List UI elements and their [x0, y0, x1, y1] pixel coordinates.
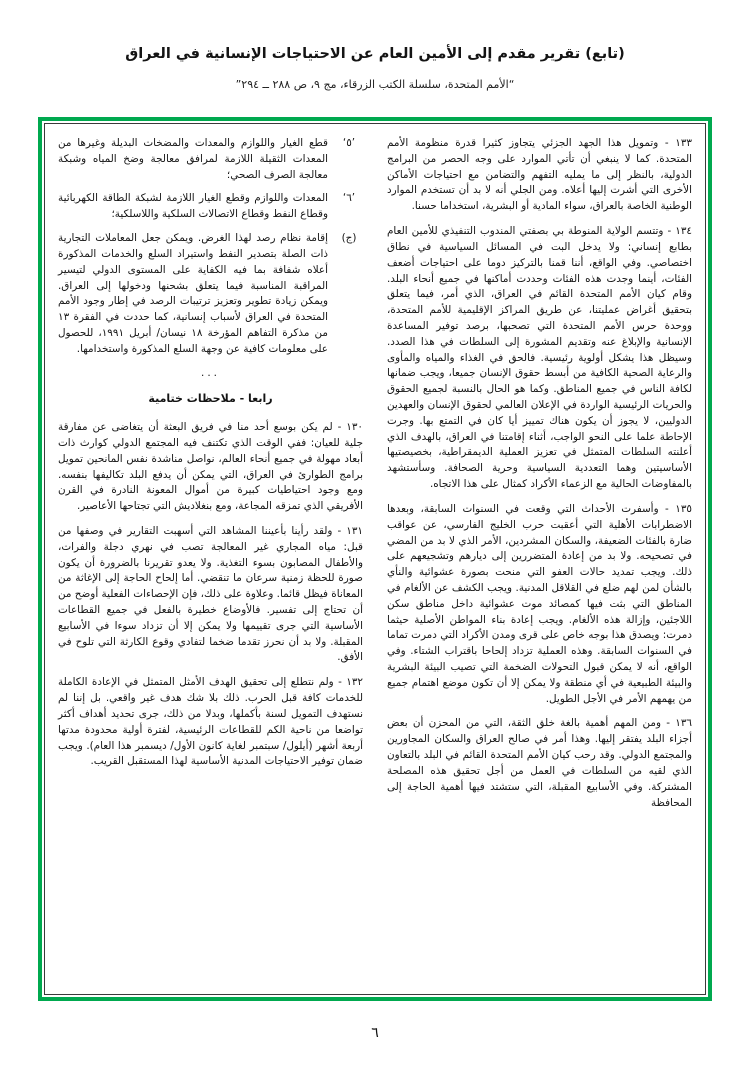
document-title: (تابع) تقرير مقدم إلى الأمين العام عن الاحتياجات الإنسانية في العراق: [125, 46, 625, 62]
list-item-jeem: [58, 231, 363, 358]
list-item-text: المعدات واللوازم وقطع الغيار اللازمة لشبكة الطاقة الكهربائية وقطاع النفط وقطاع الاتصالات السلكية واللاسلكية؛: [58, 192, 328, 221]
left-column: [58, 136, 363, 982]
paragraph-135: [387, 502, 692, 708]
paragraph-text: ولم نتطلع إلى تحقيق الهدف الأمثل المتمثل في الإعادة الكاملة للخدمات كافة قبل الحرب. ذلك بلا شك هدف غير واقعي. بل إننا لم نستهدف التمويل لسنة بأكملها، وبدلا من ذلك، جرى تحديد أهداف أكثر تواضعا من ناحية الكم للقطاعات الرئيسية، لفترة أولية محدودة مدتها أربعة أشهر (أيلول/ سبتمبر لغاية كانون الأول/ ديسمبر هذا العام). ويجب ضمان توفير الاحتياجات المدنية الأساسية لهذا المستقبل القريب.: [58, 676, 363, 768]
paragraph-number: ١٣٣ -: [664, 137, 692, 149]
list-item-text: قطع الغيار واللوازم والمعدات والمضخات البديلة وغيرها من المعدات الثقيلة اللازمة لمرافق معالجة وضخ المياه وشبكة معالجة الصرف الصحي؛: [58, 137, 328, 181]
section-heading-concluding-remarks: رابعا - ملاحظات ختامية: [148, 392, 273, 406]
list-item-5: [58, 136, 363, 183]
paragraph-text: لم يكن بوسع أحد منا في فريق البعثة أن يتغاضى عن مفارقة جلية للعيان: ففي الوقت الذي تكتنف فيه المجتمع الدولي كوارث ذات أبعاد مهولة في جميع أنحاء العالم، نواصل مناشدة نفس المانحين تمويل برامج الطوارئ في العراق، التي يمكن أن يدفع البلد تكاليفها بنفسه. ومع وجود احتياطيات كبيرة من أموال المعونة النادرة في القرن الأفريقي الذي تمزقه المجاعة، ومع بنغلاديش التي تجتاحها الأعاصير.: [58, 421, 363, 513]
paragraph-136: [387, 716, 692, 811]
paragraph-number: ١٣٦ -: [666, 717, 692, 730]
page-inner-frame: [44, 123, 706, 995]
paragraph-number: ١٣٥ -: [665, 502, 692, 515]
list-item-6: [58, 191, 363, 223]
paragraph-text: ولقد رأينا بأعيننا المشاهد التي أسهبت التقارير في وصفها من قبل: مياه المجاري غير المعالجة تصب في نهري دجلة والفرات، والأطفال المصابون بسوء التغذية. ولا يعدو تقريرنا بالضرورة أن يكون صورة للحظة زمنية سرعان ما تنقضي. أما إلحاح الحاجة إلى الإغاثة من المعاناة فيظل قائما. وعلاوة على ذلك، فإن الإحصاءات الفعلية أوضح من أن تحتاج إلى تفسير. فالأوضاع خطيرة بالفعل في جميع القطاعات الأساسية التي جرى تقييمها ولا يمكن إلا أن تزداد سوءا في الأسابيع المقبلة. ولا بد أن نحرز تقدما ضخما لتفادي وقوع الكارثة التي تلوح في الأفق.: [58, 524, 363, 664]
paragraph-number: ١٣٤ -: [667, 225, 692, 238]
list-marker: (ج): [341, 232, 357, 245]
omission-ellipsis: ...: [201, 366, 220, 379]
paragraph-number: ١٣٠ -: [337, 421, 363, 434]
list-marker: ’٦‘: [342, 192, 356, 205]
page-number: ٦: [371, 1025, 379, 1041]
paragraph-number: ١٣١ -: [337, 524, 363, 537]
paragraph-134: [387, 224, 692, 493]
two-column-text: [58, 136, 692, 982]
paragraph-text: وتمويل هذا الجهد الجزئي يتجاوز كثيرا قدرة منظومة الأمم المتحدة. كما لا ينبغي أن تأتي الموارد على وجه الحصر من البرامج الدولية، بالنظر إلى ما يمليه التفهم والتضامن مع احتياجات الأماكن الأخرى التي أشرت إليها أعلاه. ومن الجلي أنه لا بد أن تستخدم الموارد الوطنية الخاصة بالعراق، سواء المادية أو البشرية، استخداما حسنا.: [387, 137, 692, 213]
paragraph-130: [58, 420, 363, 515]
document-subtitle: “الأمم المتحدة، سلسلة الكتب الزرقاء، مج ٩، ص ٢٨٨ ــ ٢٩٤”: [235, 78, 515, 91]
paragraph-131: [58, 524, 363, 666]
paragraph-number: ١٣٢ -: [338, 676, 363, 689]
paragraph-text: وأسفرت الأحداث التي وقعت في السنوات السابقة، وبعدها الاضطرابات الأهلية التي أعقبت حرب الخليج الفارسي، عن عواقب ضارة بالفئات الضعيفة، والسكان المشردين، الأمر الذي لا بد من المضي في تصحيحه. ولا بد من إعادة المتضررين إلى ديارهم وتشجيعهم على ذلك. ويجب تمديد حالات العفو التي منحت بصورة عشوائية والنأي بالشأن لمن لهم ضلع في القلاقل المدنية. ويجب الكشف عن الألغام في المناطق التي بثت فيها كمصائد موت عشوائية داخل مناطق سكن اللاجئين، وإزالة هذه الألغام. ويجب إعادة بناء المواطن الأصلية حيثما دمرت: ويصدق هذا بوجه خاص على قرى ومدن الأكراد التي دمرت تماما في السنوات السابقة. وهذه العملية تزداد إلحاحا باقتراب الشتاء. وفي الواقع، أنه لا يمكن قبول التحولات الضخمة التي تصيب البيئة البشرية والبيئة الطبيعية في أي منطقة ولا يمكن إلا أن تكون موضع اهتمام جميع من يهمهم الأمر في الأجل الطويل.: [387, 502, 692, 705]
list-item-text: إقامة نظام رصد لهذا الغرض. ويمكن جعل المعاملات التجارية ذات الصلة بتصدير النفط واستيراد السلع والخدمات المذكورة أعلاه شفافة بما فيه الكفاية على المستوى الدولي لتيسير المراقبة المناسبة فيما يتعلق بشحنها ودخولها إلى العراق. ويمكن زيادة تطوير وتعزيز ترتيبات الرصد في إطار وجود الأمم المتحدة في العراق لأسباب إنسانية، كما حددت في الفقرة ١٣ من مذكرة التفاهم المؤرخة ١٨ نيسان/ أبريل ١٩٩١، للحصول على معلومات كافية عن وجهة السلع المذكورة واستخدامها.: [58, 232, 328, 355]
paragraph-text: ومن المهم أهمية بالغة خلق الثقة، التي من المحزن أن بعض أجزاء البلد يفتقر إليها. وهذا أمر في صالح العراق والسكان المجاورين والمجتمع الدولي. وقد رحب كيان الأمم المتحدة القائم في البلد بالتعاون الذي لقيه من السلطات في العمل من أجل تحقيق هذه المصلحة المشتركة. وفي الأسابيع المقبلة، التي ستشتد فيها أهمية الحاجة إلى المحافظة: [387, 717, 692, 809]
paragraph-text: وتتسم الولاية المنوطة بي بصفتي المندوب التنفيذي للأمين العام بطابع إنساني: ولا يدخل البت في المسائل السياسية في نطاق اختصاصي. وفي الواقع، أننا قمنا بالتركيز دوما على احتياجات أضعف الفئات، أينما وجدت هذه الفئات وحددت أماكنها في جميع أنحاء البلد. وقام كيان الأمم المتحدة القائم في العراق، الذي أمر، فيما يتعلق بتحقيق أغراض عمليتنا، عن طريق المراكز الإقليمية للأمم المتحدة، ووحدة حرس الأمم المتحدة التي تصحبها، برصد توفير المساعدة الإنسانية والإبلاغ عنه وتقديم المشورة إلى السلطات في هذا الصدد. وسيظل هذا يشكل أولوية رئيسية. فالحق في الغذاء والمياه والمأوى والرعاية الصحية الكافية من أبسط حقوق الإنسان جميعا، ويجب ضمانها لكافة الناس في جميع المناطق. وكما هو الحال بالنسبة لجميع الحقوق والحريات الرئيسية الواردة في الإعلان العالمي لحقوق الإنسان والعهدين الدوليين، لا يجوز أن يكون هناك تمييز أيا كان في التمتع بها. وجرت الإحاطة علما على النحو الواجب، أثناء إقامتنا في العراق، بالهدف الذي أعلنته السلطات المتمثل في تعزيز العملية الديمقراطية، بخصيصتيها الأساسيتين وهما التعددية السياسية وحرية الصحافة. وسأستشهد بالمفاوضات الحالية مع الزعماء الأكراد كمثال على هذا الاتجاه.: [387, 225, 692, 491]
paragraph-132: [58, 675, 363, 770]
page-border-frame: [38, 117, 712, 1001]
list-marker: ’٥‘: [342, 137, 356, 149]
paragraph-133: [387, 136, 692, 215]
right-column: [387, 136, 692, 982]
